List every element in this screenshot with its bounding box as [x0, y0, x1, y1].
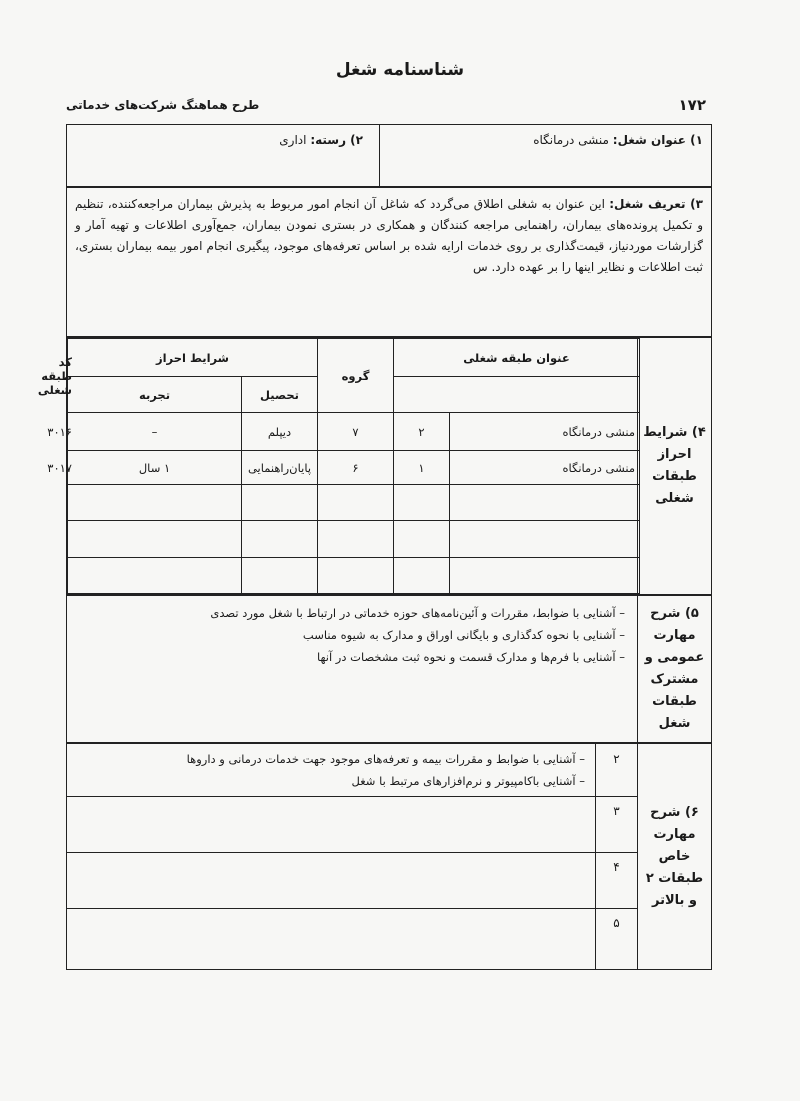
table-row: منشی درمانگاه ۱ ۶ پایان‌راهنمایی ۱ سال ۳۰۱۷	[68, 451, 640, 485]
list-item: – آشنایی با ضوابط و مقررات بیمه و تعرفه‌های موجود جهت خدمات درمانی و داروها	[75, 748, 585, 770]
header-experience: تجربه	[68, 377, 242, 413]
table-row-empty	[68, 557, 640, 593]
list-item: – آشنایی با ضوابط، مقررات و آئین‌نامه‌های حوزه خدماتی در ارتباط با شغل مورد تصدی	[75, 602, 625, 624]
qualifications-table: عنوان طبقه شغلی گروه شرایط احراز کد طبقه شغلی تحصیل تجربه منشی درمانگاه ۲ ۷ دیپلم – ۳۰۱۶ منشی درمانگاه ۱ ۶ پایان‌راهنمایی ۱ سال ۳۰۱۷	[67, 338, 640, 594]
cell-education: پایان‌راهنمایی	[242, 451, 318, 485]
level-number: ۳	[595, 796, 637, 852]
specific-skills-section	[66, 743, 712, 970]
category-label: ۲) رسته:	[310, 133, 363, 147]
cell-title: منشی درمانگاه	[450, 451, 640, 485]
qualifications-label: ۴) شرایط احراز طبقات شغلی	[637, 338, 711, 594]
cell-group: ۶	[318, 451, 394, 485]
series-title: طرح هماهنگ شرکت‌های خدماتی	[66, 98, 260, 112]
level-number: ۲	[595, 744, 637, 796]
category-cell	[279, 133, 363, 147]
list-item: – آشنایی با فرم‌ها و مدارک قسمت و نحوه ثبت مشخصات در آنها	[75, 646, 625, 668]
table-row: منشی درمانگاه ۲ ۷ دیپلم – ۳۰۱۶	[68, 413, 640, 451]
header-blank	[394, 377, 640, 413]
cell-level: ۲	[394, 413, 450, 451]
cell-experience: ۱ سال	[68, 451, 242, 485]
list-item: – آشنایی باکامپیوتر و نرم‌افزارهای مرتبط با شغل	[75, 770, 585, 792]
cell-level: ۱	[394, 451, 450, 485]
page-title: شناسنامه شغل	[335, 60, 465, 80]
definition-text: این عنوان به شغلی اطلاق می‌گردد که شاغل آن انجام امور مربوط به پذیرش بیماران مراجعه‌کننده، تنظیم و تکمیل پرونده‌های بیماران، راهنمایی مراجعه کنندگان و همکاری در بستری نمودن بیماران، جمع‌آوری اطلاعات و تهیه آمار و گزارشات موردنیاز، قیمت‌گذاری بر روی خدمات ارایه شده بر اساس تعرفه‌های موجود، پیگیری انجام امور بیمه بیماران بستری، ثبت اطلاعات و نظایر اینها را بر عهده دارد. س	[75, 197, 703, 274]
job-title-row	[66, 124, 712, 187]
job-title-value: منشی درمانگاه	[533, 133, 609, 147]
general-skills-label: ۵) شرح مهارت عمومی و مشترک طبقات شغل	[637, 596, 711, 742]
skill-level-row	[67, 908, 637, 969]
general-skills-list	[75, 602, 625, 668]
header-requirements: شرایط احراز	[68, 339, 318, 377]
level-number: ۵	[595, 908, 637, 969]
job-definition	[66, 187, 712, 337]
skill-level-row	[67, 744, 637, 797]
page-number: ۱۷۲	[678, 96, 706, 114]
header-class-title: عنوان طبقه شغلی	[394, 339, 640, 377]
category-value: اداری	[279, 133, 307, 147]
definition-label: ۳) تعریف شغل:	[609, 197, 703, 211]
list-item: – آشنایی با نحوه کدگذاری و بایگانی اوراق و مدارک به شیوه مناسب	[75, 624, 625, 646]
job-title-cell	[533, 133, 703, 147]
general-skills-section	[66, 595, 712, 743]
skill-level-row	[67, 852, 637, 909]
job-title-label: ۱) عنوان شغل:	[612, 133, 703, 147]
level-number: ۴	[595, 852, 637, 908]
table-row-empty	[68, 485, 640, 521]
cell-title: منشی درمانگاه	[450, 413, 640, 451]
header-education: تحصیل	[242, 377, 318, 413]
cell-education: دیپلم	[242, 413, 318, 451]
qualifications-section	[37, 337, 712, 595]
header-group: گروه	[318, 339, 394, 413]
cell-experience: –	[68, 413, 242, 451]
skill-level-row	[67, 796, 637, 853]
specific-skills-rows	[67, 744, 637, 969]
page-header	[66, 96, 712, 114]
specific-skills-label: ۶) شرح مهارت خاص طبقات ۲ و بالاتر	[637, 744, 711, 969]
level-skills-list	[75, 748, 585, 792]
table-row-empty	[68, 521, 640, 557]
cell-group: ۷	[318, 413, 394, 451]
divider	[379, 125, 380, 186]
